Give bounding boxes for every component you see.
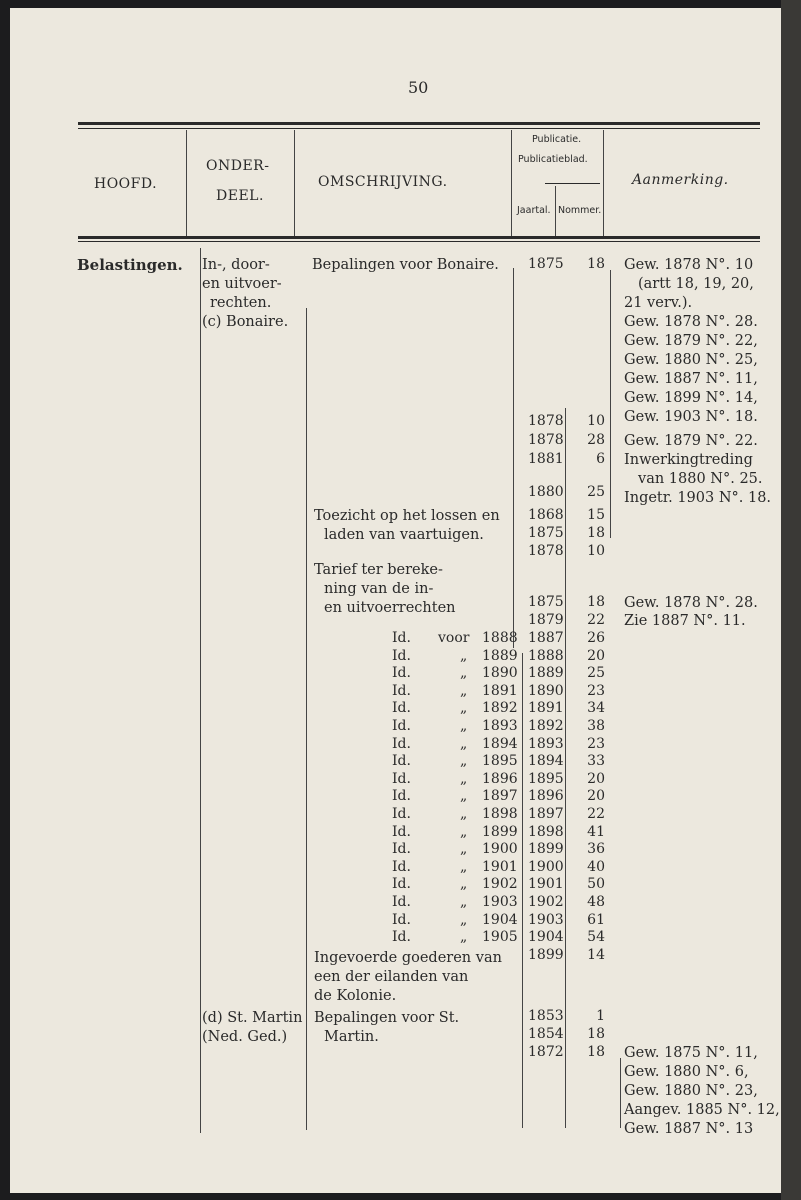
aanmerking-line: Gew. 1899 N°. 14,: [624, 390, 758, 406]
aanmerking-line: Aangev. 1885 N°. 12,: [624, 1102, 780, 1118]
publicatie-nommer: 18: [587, 594, 605, 610]
publicatie-jaartal: 1890: [528, 682, 564, 699]
publicatie-jaartal: 1904: [528, 929, 564, 946]
id-voor: „: [460, 735, 468, 752]
id-year: 1899: [482, 823, 518, 840]
onderdeel-line: rechten.: [210, 295, 272, 311]
id-year: 1904: [482, 911, 518, 928]
header-publicatie: Publicatie.: [532, 134, 582, 145]
publicatie-nommer: 28: [587, 432, 605, 448]
col-line-2: [306, 308, 307, 1130]
header-bottom-rule-thin: [78, 241, 760, 242]
publicatie-jaartal: 1872: [528, 1044, 564, 1060]
publicatie-dash-2: [565, 183, 600, 184]
onderdeel-line: en uitvoer-: [202, 276, 282, 292]
publicatie-nommer: 54: [587, 929, 605, 946]
id-label: Id.: [392, 911, 411, 928]
col-line-4: [565, 408, 566, 1128]
publicatie-jaartal: 1878: [528, 543, 564, 559]
omschrijving-toezicht: Toezicht op het lossen en: [314, 508, 500, 524]
publicatie-jaartal: 1895: [528, 770, 564, 787]
header-onderdeel-1: ONDER-: [206, 158, 270, 174]
publicatie-nommer: 25: [587, 484, 605, 500]
publicatie-nommer: 38: [587, 718, 605, 734]
id-label: Id.: [392, 647, 411, 664]
col-line-1: [200, 248, 201, 1133]
id-year: 1892: [482, 700, 518, 717]
omschrijving-tarief: en uitvoerrechten: [324, 600, 456, 616]
publicatie-nommer: 26: [587, 630, 605, 646]
id-label: Id.: [392, 682, 411, 699]
page-number: 50: [408, 78, 429, 97]
omschrijving-bonaire: Bepalingen voor Bonaire.: [312, 257, 499, 273]
id-label: Id.: [392, 806, 411, 822]
id-voor: „: [460, 647, 468, 664]
aanmerking-line: Inwerkingtreding: [624, 452, 753, 468]
publicatie-jaartal: 1887: [528, 630, 564, 646]
onderdeel-bonaire: (c) Bonaire.: [202, 314, 289, 330]
id-voor: „: [460, 753, 468, 770]
id-voor: „: [460, 788, 468, 805]
publicatie-jaartal: 1898: [528, 823, 564, 840]
publicatie-jaartal: 1889: [528, 665, 564, 682]
id-year: 1903: [482, 894, 518, 910]
id-label: Id.: [392, 770, 411, 787]
publicatie-jaartal: 1900: [528, 858, 564, 875]
publicatie-nommer: 18: [587, 1026, 605, 1042]
omschrijving-ingevoerde: de Kolonie.: [314, 988, 397, 1004]
publicatie-nommer: 23: [587, 735, 605, 752]
omschrijving-stmartin: Martin.: [324, 1029, 379, 1045]
id-label: Id.: [392, 841, 411, 858]
aanmerking-line: (artt 18, 19, 20,: [638, 276, 754, 292]
id-voor: „: [460, 682, 468, 699]
id-label: Id.: [392, 735, 411, 752]
publicatie-nommer: 48: [587, 894, 605, 910]
publicatie-nommer: 10: [587, 543, 605, 559]
col-line-3b: [522, 653, 523, 1128]
publicatie-nommer: 20: [587, 770, 605, 787]
id-label: Id.: [392, 753, 411, 770]
header-nommer: Nommer.: [558, 205, 602, 216]
publicatie-jaartal: 1896: [528, 788, 564, 805]
publicatie-jaartal: 1899: [528, 947, 564, 963]
id-label: Id.: [392, 788, 411, 805]
header-jaartal: Jaartal.: [517, 205, 551, 216]
publicatie-nommer: 40: [587, 858, 605, 875]
publicatie-nommer: 50: [587, 876, 605, 893]
id-year: 1905: [482, 929, 518, 946]
publicatie-nommer: 18: [587, 1044, 605, 1060]
aanmerking-line: Gew. 1879 N°. 22,: [624, 333, 758, 349]
publicatie-nommer: 41: [587, 823, 605, 840]
aanmerking-line: Gew. 1887 N°. 11,: [624, 371, 758, 387]
aanmerking-line: Gew. 1887 N°. 13: [624, 1121, 754, 1137]
id-voor: „: [460, 718, 468, 734]
id-label: Id.: [392, 630, 411, 646]
publicatie-nommer: 6: [596, 451, 605, 467]
publicatie-jaartal: 1854: [528, 1026, 564, 1042]
publicatie-nommer: 1: [596, 1008, 605, 1024]
id-label: Id.: [392, 718, 411, 734]
publicatie-nommer: 22: [587, 612, 605, 628]
id-voor: „: [460, 858, 468, 875]
aanmerking-line: Ingetr. 1903 N°. 18.: [624, 490, 772, 506]
id-year: 1891: [482, 682, 518, 699]
publicatie-nommer: 61: [587, 911, 605, 928]
id-year: 1901: [482, 858, 518, 875]
publicatie-nommer: 14: [587, 947, 605, 963]
publicatie-jaartal: 1893: [528, 735, 564, 752]
id-year: 1889: [482, 647, 518, 664]
id-label: Id.: [392, 700, 411, 717]
publicatie-jaartal: 1880: [528, 484, 564, 500]
col-line-3h: [511, 130, 512, 236]
aanmerking-line: van 1880 N°. 25.: [638, 471, 763, 487]
publicatie-jaartal: 1897: [528, 806, 564, 822]
col-line-4h: [555, 186, 556, 236]
id-year: 1897: [482, 788, 518, 805]
id-year: 1894: [482, 735, 518, 752]
aanmerking-line: Zie 1887 N°. 11.: [624, 613, 746, 629]
publicatie-nommer: 22: [587, 806, 605, 822]
aanmerking-line: Gew. 1880 N°. 6,: [624, 1064, 749, 1080]
omschrijving-toezicht: laden van vaartuigen.: [324, 527, 484, 543]
id-year: 1895: [482, 753, 518, 770]
id-voor: „: [460, 841, 468, 858]
publicatie-jaartal: 1878: [528, 432, 564, 448]
publicatie-jaartal: 1875: [528, 256, 564, 272]
id-year: 1898: [482, 806, 518, 822]
publicatie-nommer: 36: [587, 841, 605, 858]
header-aanmerking: Aanmerking.: [632, 172, 729, 188]
id-label: Id.: [392, 665, 411, 682]
publicatie-jaartal: 1875: [528, 525, 564, 541]
id-voor: „: [460, 911, 468, 928]
publicatie-jaartal: 1902: [528, 894, 564, 910]
id-voor: „: [460, 806, 468, 822]
top-rule: [78, 122, 760, 125]
id-voor: „: [460, 665, 468, 682]
id-label: Id.: [392, 823, 411, 840]
onderdeel-line: In-, door-: [202, 257, 270, 273]
aanmerking-line: Gew. 1880 N°. 25,: [624, 352, 758, 368]
aanmerking-line: Gew. 1878 N°. 10: [624, 257, 754, 273]
top-rule-thin: [78, 128, 760, 129]
publicatie-nommer: 25: [587, 665, 605, 682]
id-year: 1890: [482, 665, 518, 682]
aanmerking-line: Gew. 1903 N°. 18.: [624, 409, 758, 425]
aanmerking-line: Gew. 1880 N°. 23,: [624, 1083, 758, 1099]
id-voor: „: [460, 823, 468, 840]
publicatie-jaartal: 1868: [528, 507, 564, 523]
id-year: 1888: [482, 630, 518, 646]
header-omschrijving: OMSCHRIJVING.: [318, 174, 448, 190]
col-line-5b: [620, 1058, 621, 1128]
publicatie-jaartal: 1888: [528, 647, 564, 664]
col-line-1h: [186, 130, 187, 236]
publicatie-jaartal: 1853: [528, 1008, 564, 1024]
scanned-page: [10, 8, 781, 1193]
omschrijving-ingevoerde: een der eilanden van: [314, 969, 469, 985]
publicatie-nommer: 15: [587, 507, 605, 523]
id-year: 1893: [482, 718, 518, 734]
publicatie-jaartal: 1875: [528, 594, 564, 610]
col-line-5a: [610, 270, 611, 538]
publicatie-nommer: 20: [587, 788, 605, 805]
omschrijving-ingevoerde: Ingevoerde goederen van: [314, 950, 502, 966]
header-bottom-rule: [78, 236, 760, 239]
publicatie-nommer: 33: [587, 753, 605, 770]
publicatie-jaartal: 1894: [528, 753, 564, 770]
id-voor: „: [460, 700, 468, 717]
col-line-5h: [603, 130, 604, 236]
header-onderdeel-2: DEEL.: [216, 188, 264, 204]
publicatie-nommer: 20: [587, 647, 605, 664]
publicatie-nommer: 34: [587, 700, 605, 717]
aanmerking-line: Gew. 1878 N°. 28.: [624, 314, 758, 330]
publicatie-nommer: 18: [587, 256, 605, 272]
publicatie-jaartal: 1899: [528, 841, 564, 858]
hoofd-belastingen: Belastingen.: [77, 256, 183, 274]
onderdeel-stmartin: (Ned. Ged.): [202, 1029, 288, 1045]
omschrijving-stmartin: Bepalingen voor St.: [314, 1010, 460, 1026]
publicatie-jaartal: 1879: [528, 612, 564, 628]
id-label: Id.: [392, 876, 411, 893]
publicatie-nommer: 10: [587, 413, 605, 429]
publicatie-nommer: 23: [587, 682, 605, 699]
omschrijving-tarief: Tarief ter bereke-: [314, 562, 443, 578]
publicatie-jaartal: 1891: [528, 700, 564, 717]
publicatie-jaartal: 1901: [528, 876, 564, 893]
id-label: Id.: [392, 858, 411, 875]
aanmerking-line: 21 verv.).: [624, 295, 693, 311]
aanmerking-line: Gew. 1879 N°. 22.: [624, 433, 758, 449]
id-voor: „: [460, 770, 468, 787]
onderdeel-stmartin: (d) St. Martin: [202, 1010, 303, 1026]
publicatie-nommer: 18: [587, 525, 605, 541]
header-publicatieblad: Publicatieblad.: [518, 154, 588, 165]
publicatie-jaartal: 1878: [528, 413, 564, 429]
id-voor: „: [460, 876, 468, 893]
col-line-2h: [294, 130, 295, 236]
aanmerking-line: Gew. 1878 N°. 28.: [624, 595, 758, 611]
id-voor: voor: [438, 630, 470, 646]
id-year: 1896: [482, 770, 518, 787]
omschrijving-tarief: ning van de in-: [324, 581, 434, 597]
id-year: 1900: [482, 841, 518, 858]
publicatie-jaartal: 1903: [528, 911, 564, 928]
header-hoofd: HOOFD.: [94, 176, 158, 192]
id-voor: „: [460, 929, 468, 946]
id-year: 1902: [482, 876, 518, 893]
publicatie-jaartal: 1881: [528, 451, 564, 467]
publicatie-jaartal: 1892: [528, 718, 564, 734]
id-label: Id.: [392, 894, 411, 910]
id-voor: „: [460, 894, 468, 910]
aanmerking-line: Gew. 1875 N°. 11,: [624, 1045, 758, 1061]
id-label: Id.: [392, 929, 411, 946]
col-line-3a: [513, 268, 514, 648]
binding-gutter: [781, 0, 801, 1200]
